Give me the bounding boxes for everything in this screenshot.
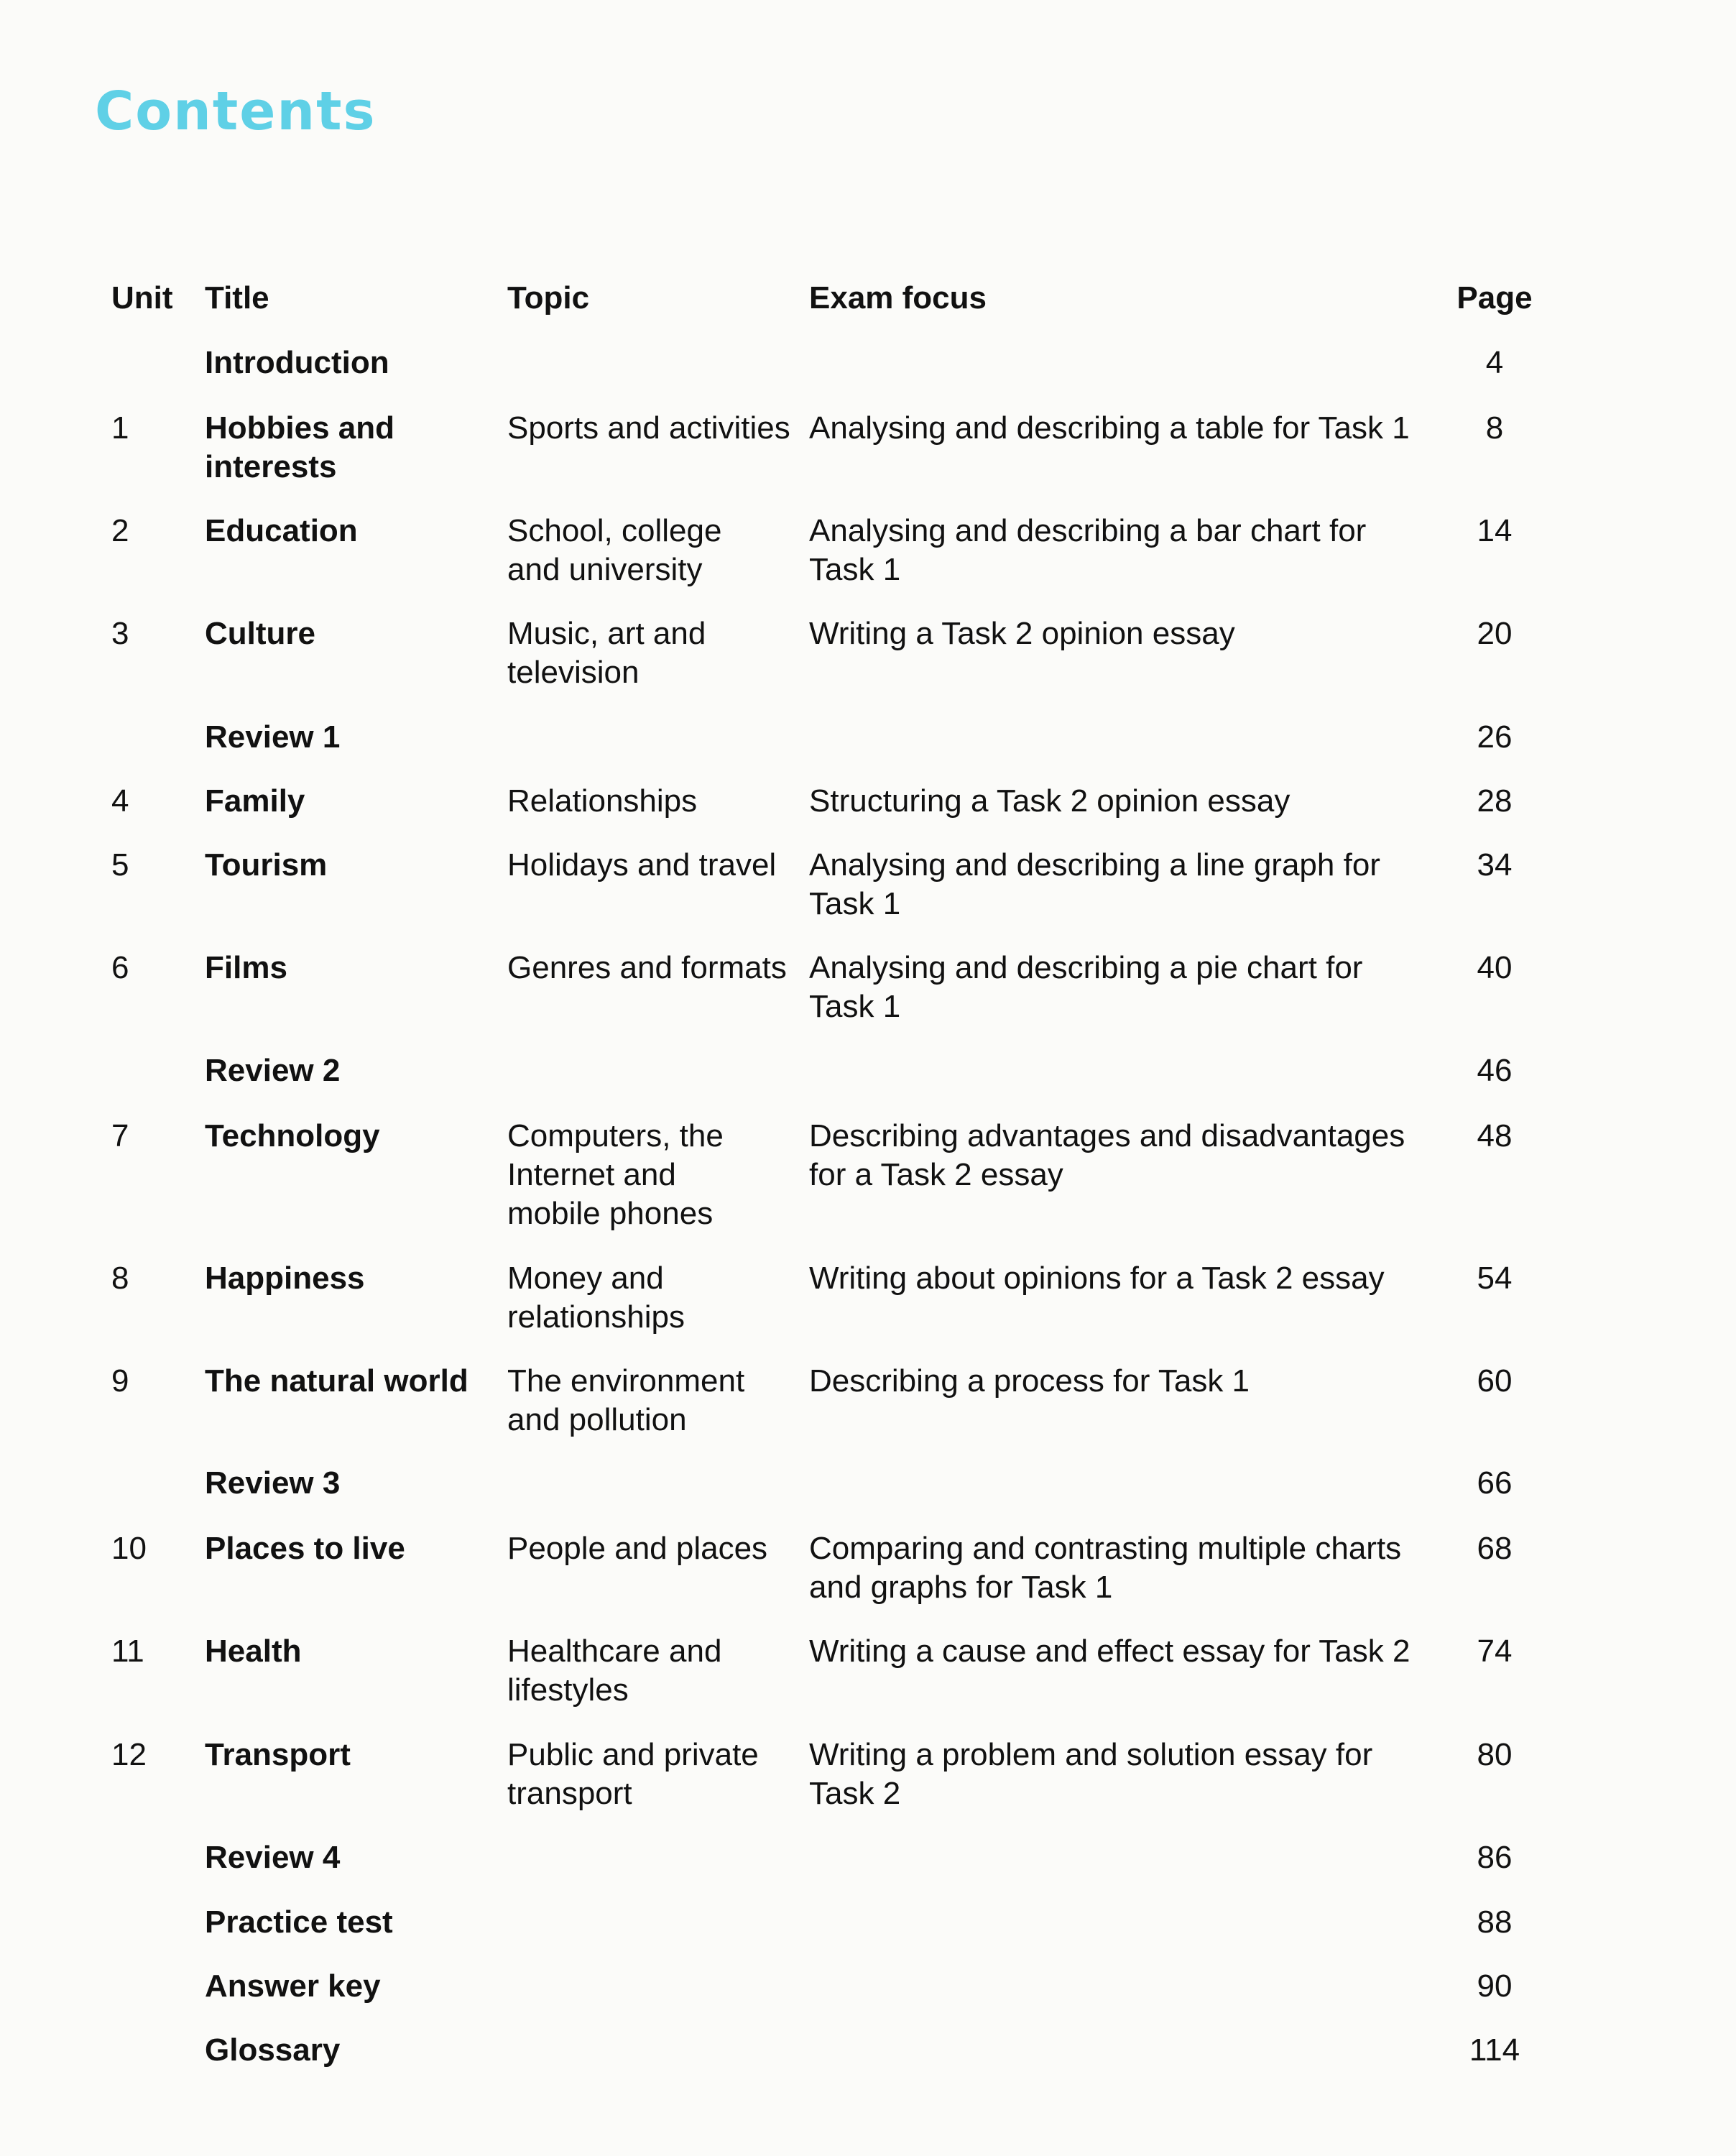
unit-exam-focus: Analysing and describing a bar chart for Task 1 [809, 513, 1367, 587]
unit-title[interactable]: Happiness [205, 1261, 365, 1296]
unit-title[interactable]: Review 2 [205, 1053, 341, 1088]
page-number[interactable]: 26 [1477, 719, 1513, 755]
page-number[interactable]: 68 [1477, 1531, 1513, 1566]
unit-number: 4 [111, 783, 129, 819]
unit-number: 6 [111, 950, 129, 985]
page-number[interactable]: 20 [1477, 616, 1513, 651]
unit-exam-focus: Comparing and contrasting multiple charts and graphs for Task 1 [809, 1531, 1402, 1605]
unit-title[interactable]: The natural world [205, 1363, 468, 1399]
unit-title[interactable]: Transport [205, 1737, 351, 1772]
page-number[interactable]: 74 [1477, 1634, 1513, 1669]
unit-title[interactable]: Family [205, 783, 305, 819]
page-number[interactable]: 86 [1477, 1840, 1513, 1875]
unit-number: 7 [111, 1118, 129, 1153]
unit-title[interactable]: Introduction [205, 345, 389, 380]
unit-topic: Genres and formats [507, 950, 787, 985]
unit-title[interactable]: Glossary [205, 2032, 341, 2068]
page-number[interactable]: 34 [1477, 847, 1513, 883]
unit-number: 5 [111, 847, 129, 883]
unit-number: 10 [111, 1531, 147, 1566]
unit-topic: Public and private transport [507, 1737, 759, 1811]
unit-title[interactable]: Technology [205, 1118, 380, 1153]
unit-exam-focus: Writing a cause and effect essay for Task 2 [809, 1634, 1410, 1669]
unit-topic: School, college and university [507, 513, 722, 587]
page-number[interactable]: 4 [1485, 345, 1504, 380]
page-number[interactable]: 80 [1477, 1737, 1513, 1772]
unit-topic: Relationships [507, 783, 698, 819]
page-number[interactable]: 54 [1477, 1261, 1513, 1296]
unit-topic: Holidays and travel [507, 847, 777, 883]
header-title: Title [205, 280, 269, 315]
unit-title[interactable]: Culture [205, 616, 315, 651]
unit-exam-focus: Structuring a Task 2 opinion essay [809, 783, 1291, 819]
page-number[interactable]: 88 [1477, 1904, 1513, 1940]
unit-title[interactable]: Review 3 [205, 1465, 341, 1501]
unit-exam-focus: Analysing and describing a table for Task 1 [809, 410, 1410, 446]
header-topic: Topic [507, 280, 590, 315]
unit-topic: Music, art and television [507, 616, 706, 690]
page-number[interactable]: 48 [1477, 1118, 1513, 1153]
page-number[interactable]: 8 [1485, 410, 1504, 446]
unit-exam-focus: Analysing and describing a line graph for Task 1 [809, 847, 1380, 921]
unit-topic: The environment and pollution [507, 1363, 745, 1437]
header-page: Page [1456, 280, 1533, 315]
unit-topic: People and places [507, 1531, 768, 1566]
page-title: Contents [95, 80, 377, 142]
unit-topic: Sports and activities [507, 410, 790, 446]
unit-exam-focus: Writing a Task 2 opinion essay [809, 616, 1235, 651]
page-number[interactable]: 60 [1477, 1363, 1513, 1399]
unit-number: 9 [111, 1363, 129, 1399]
header-unit: Unit [111, 280, 173, 315]
page-number[interactable]: 14 [1477, 513, 1513, 548]
unit-topic: Healthcare and lifestyles [507, 1634, 722, 1708]
unit-number: 11 [111, 1634, 144, 1669]
unit-title[interactable]: Hobbies and interests [205, 410, 395, 484]
unit-number: 8 [111, 1261, 129, 1296]
unit-title[interactable]: Health [205, 1634, 302, 1669]
unit-number: 3 [111, 616, 129, 651]
unit-topic: Money and relationships [507, 1261, 685, 1335]
unit-exam-focus: Analysing and describing a pie chart for Task 1 [809, 950, 1363, 1024]
unit-topic: Computers, the Internet and mobile phones [507, 1118, 724, 1231]
unit-exam-focus: Writing a problem and solution essay for Task 2 [809, 1737, 1373, 1811]
unit-title[interactable]: Places to live [205, 1531, 405, 1566]
unit-exam-focus: Writing about opinions for a Task 2 essay [809, 1261, 1385, 1296]
page-number[interactable]: 66 [1477, 1465, 1513, 1501]
unit-title[interactable]: Tourism [205, 847, 328, 883]
page-number[interactable]: 114 [1469, 2032, 1520, 2068]
unit-title[interactable]: Review 4 [205, 1840, 341, 1875]
unit-number: 12 [111, 1737, 147, 1772]
unit-title[interactable]: Answer key [205, 1968, 381, 2004]
unit-title[interactable]: Review 1 [205, 719, 341, 755]
unit-number: 2 [111, 513, 129, 548]
page-number[interactable]: 28 [1477, 783, 1513, 819]
unit-title[interactable]: Practice test [205, 1904, 393, 1940]
unit-number: 1 [111, 410, 129, 446]
header-exam-focus: Exam focus [809, 280, 987, 315]
page-number[interactable]: 40 [1477, 950, 1513, 985]
unit-title[interactable]: Education [205, 513, 358, 548]
unit-title[interactable]: Films [205, 950, 287, 985]
unit-exam-focus: Describing advantages and disadvantages for a Task 2 essay [809, 1118, 1405, 1192]
page-number[interactable]: 90 [1477, 1968, 1513, 2004]
unit-exam-focus: Describing a process for Task 1 [809, 1363, 1250, 1399]
page-number[interactable]: 46 [1477, 1053, 1513, 1088]
